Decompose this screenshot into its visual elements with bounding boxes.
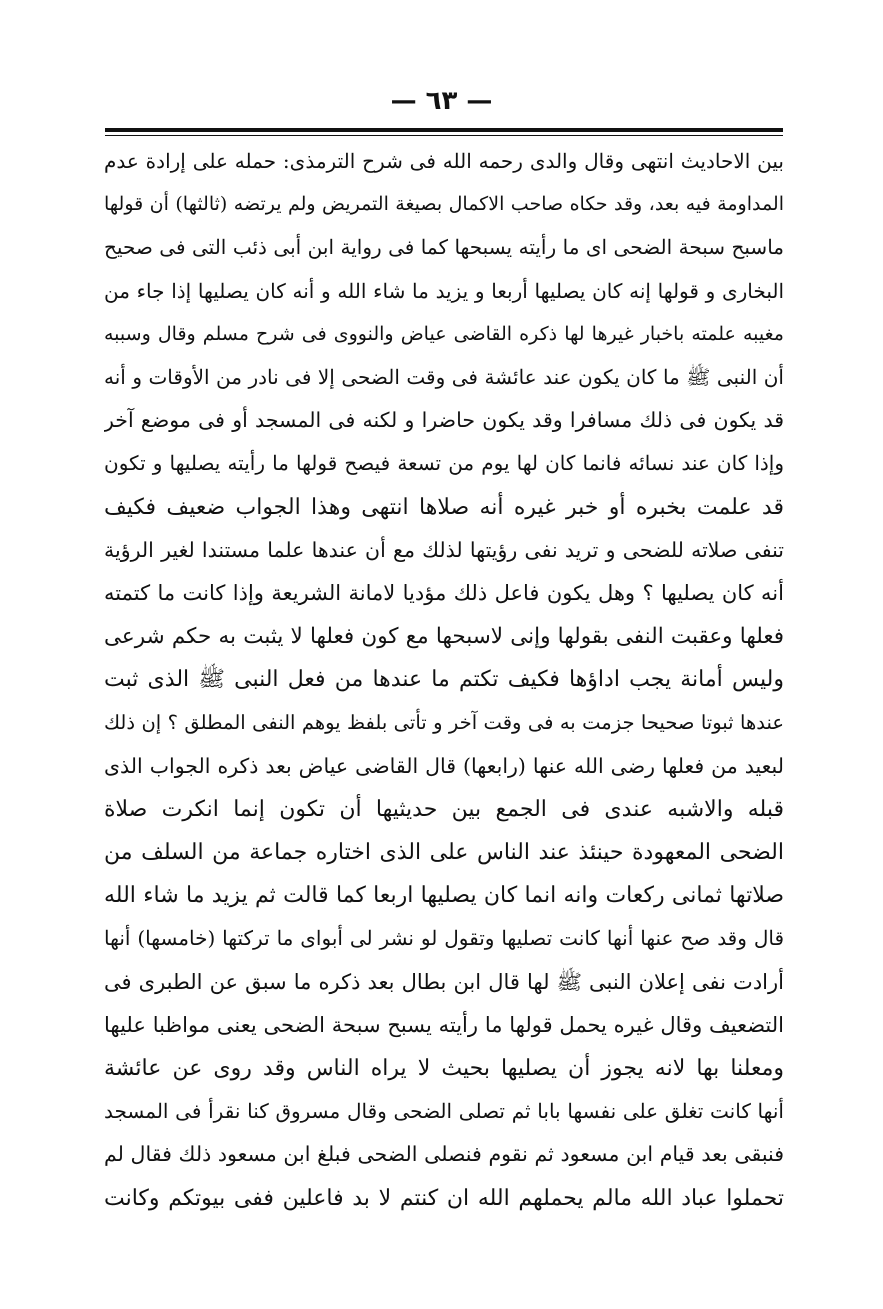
text-line: عندها ثبوتا صحيحا جزمت به فى وقت آخر و تأتى بلفظ يوهم النفى المطلق ؟ إن ذلك — [104, 711, 784, 735]
text-line: صلاتها ثمانى ركعات وانه انما كان يصليها اربعا كما قالت ثم يزيد ما شاء الله — [104, 883, 784, 909]
text-line: وإذا كان عند نسائه فانما كان لها يوم من تسعة فيصح قولها ما رأيته يصليها و تكون — [104, 451, 784, 476]
text-line: قبله والاشبه عندى فى الجمع بين حديثيها أن تكون إنما انكرت صلاة — [104, 796, 784, 822]
text-line: تنفى صلاته للضحى و تريد نفى رؤيتها لذلك مع أن عندها علما مستندا لغير الرؤية — [104, 537, 784, 562]
text-line: البخارى و قولها إنه كان يصليها أربعا و يزيد ما شاء الله و أنه كان يصليها إذا جاء من — [104, 278, 784, 303]
text-line: فنبقى بعد قيام ابن مسعود ثم نقوم فنصلى الضحى فبلغ ابن مسعود ذلك فقال لم — [104, 1142, 784, 1167]
header-rule — [105, 128, 783, 132]
text-line: أن النبى ﷺ ما كان يكون عند عائشة فى وقت الضحى إلا فى نادر من الأوقات و أنه — [104, 364, 784, 389]
text-line: قال وقد صح عنها أنها كانت تصليها وتقول لو نشر لى أبواى ما تركتها (خامسها) أنها — [104, 926, 784, 951]
text-line: مغيبه علمته باخبار غيرها لها ذكره القاضى عياض والنووى فى شرح مسلم وقال وسببه — [104, 322, 784, 345]
page-number: — ٦٣ — — [390, 86, 493, 116]
text-line: الضحى المعهودة حينئذ عند الناس على الذى اختاره جماعة من السلف من — [104, 840, 784, 865]
text-line: قد يكون فى ذلك مسافرا وقد يكون حاضرا و لكنه فى المسجد أو فى موضع آخر — [104, 408, 784, 433]
text-line: ومعلنا بها لانه يجوز أن يصليها بحيث لا يراه الناس وقد روى عن عائشة — [104, 1055, 784, 1081]
text-line: أنها كانت تغلق على نفسها بابا ثم تصلى الضحى وقال مسروق كنا نقرأ فى المسجد — [104, 1099, 784, 1124]
text-line: أرادت نفى إعلان النبى ﷺ لها قال ابن بطال بعد ذكره ما سبق عن الطبرى فى — [104, 969, 784, 994]
text-line: قد علمت بخبره أو خبر غيره أنه صلاها انتهى وهذا الجواب ضعيف فكيف — [104, 494, 784, 520]
text-line: لبعيد من فعلها رضى الله عنها (رابعها) قال القاضى عياض بعد ذكره الجواب الذى — [104, 753, 784, 778]
text-line: التضعيف وقال غيره يحمل قولها ما رأيته يسبح سبحة الضحى يعنى مواظبا عليها — [104, 1012, 784, 1037]
text-line: بين الاحاديث انتهى وقال والدى رحمه الله فى شرح الترمذى: حمله على إرادة عدم — [104, 149, 784, 173]
text-line: أنه كان يصليها ؟ وهل يكون فاعل ذلك مؤديا لامانة الشريعة وإذا كانت ما كتمته — [104, 580, 784, 605]
text-line: وليس أمانة يجب اداؤها فكيف تكتم ما عندها من فعل النبى ﷺ الذى ثبت — [104, 667, 784, 693]
body-text — [104, 140, 784, 1220]
text-line: ماسبح سبحة الضحى اى ما رأيته يسبحها كما فى رواية ابن أبى ذئب التى فى صحيح — [104, 235, 784, 260]
text-line: فعلها وعقبت النفى بقولها وإنى لاسبحها مع كون فعلها لا يثبت به حكم شرعى — [104, 624, 784, 650]
text-line: المداومة فيه بعد، وقد حكاه صاحب الاكمال بصيغة التمريض ولم يرتضه (ثالثها) أن قولها — [104, 193, 784, 216]
header-rule-thin — [105, 135, 783, 136]
text-line: تحملوا عباد الله مالم يحملهم الله ان كنتم لا بد فاعلين ففى بيوتكم وكانت — [104, 1185, 784, 1211]
